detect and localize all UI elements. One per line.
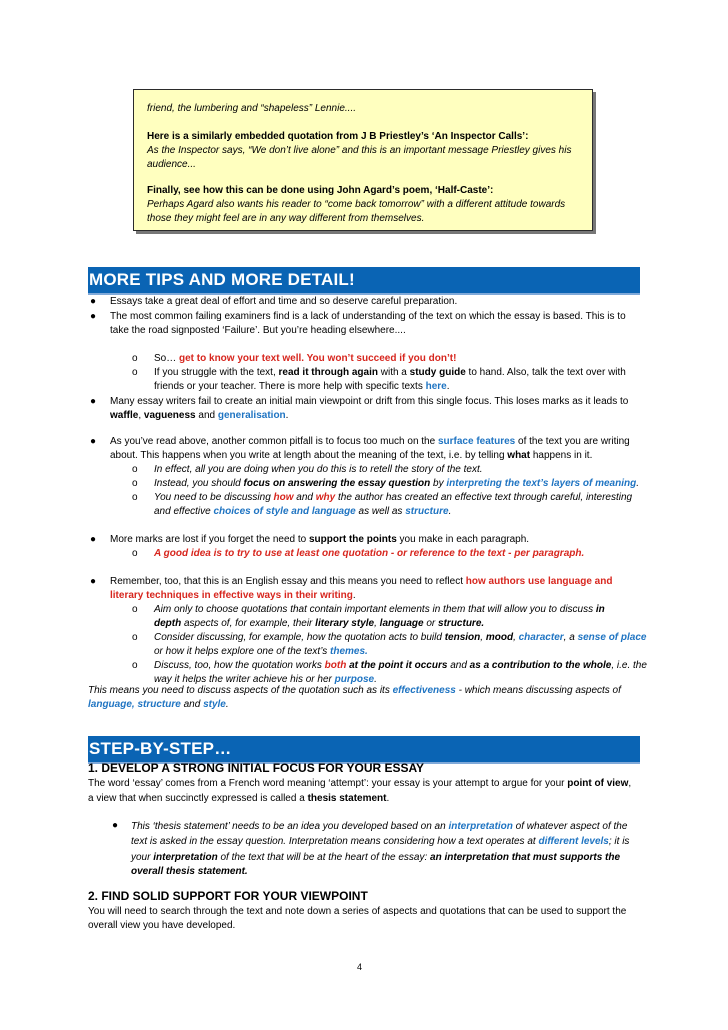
- page-number: 4: [357, 962, 363, 972]
- circle-bullet-icon: o: [132, 464, 138, 475]
- paragraph-text: You will need to search through the text and note down a series of aspects and quotations that can be used to support the: [88, 906, 627, 917]
- subheading: 2. FIND SOLID SUPPORT FOR YOUR VIEWPOINT: [88, 889, 368, 903]
- circle-bullet-icon: o: [132, 548, 138, 559]
- circle-bullet-icon: o: [132, 660, 138, 671]
- paragraph-text: This means you need to discuss aspects of the quotation such as its effectiveness - which means discussing aspects of: [88, 685, 621, 696]
- sub-bullet-text: If you struggle with the text, read it through again with a study guide to hand. Also, talk the text over with: [154, 367, 626, 378]
- bullet-text: text is asked in the essay question. Interpretation means considering how a text operates at different levels; it is: [131, 836, 630, 847]
- sub-bullet-text: You need to be discussing how and why the author has created an effective text through careful, interesting: [154, 492, 633, 503]
- bullet-icon: ●: [90, 534, 97, 545]
- bullet-text: overall thesis statement.: [131, 866, 248, 877]
- paragraph-text: The word ‘essay’ comes from a French word meaning ‘attempt’: your essay is your attempt to argue for your point of view,: [88, 778, 632, 789]
- circle-bullet-icon: o: [132, 632, 138, 643]
- quote-line: those they might feel are in any way different from themselves.: [147, 213, 425, 224]
- bullet-text: waffle, vagueness and generalisation.: [110, 410, 289, 421]
- bullet-text: your interpretation of the text that will be at the heart of the essay: an interpretation that must supports the: [131, 852, 621, 863]
- bullet-icon: ●: [90, 396, 97, 407]
- bullet-icon: ●: [90, 576, 97, 587]
- paragraph-text: overall view you have developed.: [88, 920, 236, 931]
- sub-bullet-text: way it helps the writer achieve his or her purpose.: [154, 674, 377, 685]
- sub-bullet-text: So… get to know your text well. You won’t succeed if you don’t!: [154, 353, 457, 364]
- bullet-text: Remember, too, that this is an English essay and this means you need to reflect how authors use language and: [110, 576, 613, 587]
- bullet-text: The most common failing examiners find is a lack of understanding of the text on which the essay is based. This is to: [110, 311, 626, 322]
- quote-line: Finally, see how this can be done using John Agard’s poem, ‘Half-Caste’:: [147, 185, 494, 196]
- quote-line: As the Inspector says, “We don’t live alone” and this is an important message Priestley gives his: [147, 145, 572, 156]
- bullet-icon: ●: [112, 820, 119, 831]
- sub-bullet-text: Discuss, too, how the quotation works both at the point it occurs and as a contribution to the whole, i.e. the: [154, 660, 647, 671]
- quote-line: Here is a similarly embedded quotation from J B Priestley’s ‘An Inspector Calls’:: [147, 131, 529, 142]
- sub-bullet-text: A good idea is to try to use at least one quotation - or reference to the text - per paragraph.: [154, 548, 585, 559]
- quote-line: audience...: [147, 159, 196, 170]
- bullet-text: literary techniques in effective ways in their writing.: [110, 590, 356, 601]
- sub-bullet-text: or how it helps explore one of the text’s themes.: [154, 646, 368, 657]
- circle-bullet-icon: o: [132, 353, 138, 364]
- bullet-text: take the road signposted ‘Failure’. But you’re heading elsewhere....: [110, 325, 406, 336]
- bullet-text: More marks are lost if you forget the need to support the points you make in each paragraph.: [110, 534, 530, 545]
- bullet-text: Essays take a great deal of effort and time and so deserve careful preparation.: [110, 296, 458, 307]
- paragraph-text: language, structure and style.: [88, 699, 229, 710]
- bullet-icon: ●: [90, 436, 97, 447]
- section-heading-banner: [88, 267, 640, 295]
- sub-bullet-text: and effective choices of style and language as well as structure.: [154, 506, 452, 517]
- circle-bullet-icon: o: [132, 604, 138, 615]
- paragraph-text: a view that when succinctly expressed is called a thesis statement.: [88, 793, 390, 804]
- sub-bullet-text: depth aspects of, for example, their literary style, language or structure.: [154, 618, 485, 629]
- bullet-text: about. This happens when you write at length about the meaning of the text, i.e. by telling what happens in it.: [110, 450, 593, 461]
- quote-line: friend, the lumbering and “shapeless” Lennie....: [147, 103, 357, 114]
- circle-bullet-icon: o: [132, 492, 138, 503]
- here-link[interactable]: here: [425, 381, 447, 392]
- sub-bullet-text: Consider discussing, for example, how the quotation acts to build tension, mood, character, a sense of place: [154, 632, 647, 643]
- bullet-text: Many essay writers fail to create an initial main viewpoint or drift from this single focus. This loses marks as it leads to: [110, 396, 629, 407]
- bullet-icon: ●: [90, 296, 97, 307]
- sub-bullet-text: friends or your teacher. There is more help with specific texts here.: [154, 381, 450, 392]
- quote-line: Perhaps Agard also wants his reader to “come back tomorrow” with a different attitude towards: [147, 199, 566, 210]
- sub-bullet-text: In effect, all you are doing when you do this is to retell the story of the text.: [154, 464, 483, 475]
- section-heading: STEP-BY-STEP…: [89, 739, 232, 758]
- section-heading-banner: [88, 736, 640, 764]
- subheading: 1. DEVELOP A STRONG INITIAL FOCUS FOR YOUR ESSAY: [88, 761, 425, 775]
- bullet-icon: ●: [90, 311, 97, 322]
- bullet-text: As you’ve read above, another common pitfall is to focus too much on the surface features of the text you are writing: [110, 436, 630, 447]
- sub-bullet-text: Instead, you should focus on answering the essay question by interpreting the text’s layers of meaning.: [154, 478, 640, 489]
- sub-bullet-text: Aim only to choose quotations that contain important elements in them that will allow you to discuss in: [154, 604, 605, 615]
- quotation-example-box: [133, 89, 593, 231]
- circle-bullet-icon: o: [132, 478, 138, 489]
- section-heading: MORE TIPS AND MORE DETAIL!: [89, 270, 355, 289]
- circle-bullet-icon: o: [132, 367, 138, 378]
- bullet-text: This ‘thesis statement’ needs to be an idea you developed based on an interpretation of whatever aspect of the: [131, 821, 628, 832]
